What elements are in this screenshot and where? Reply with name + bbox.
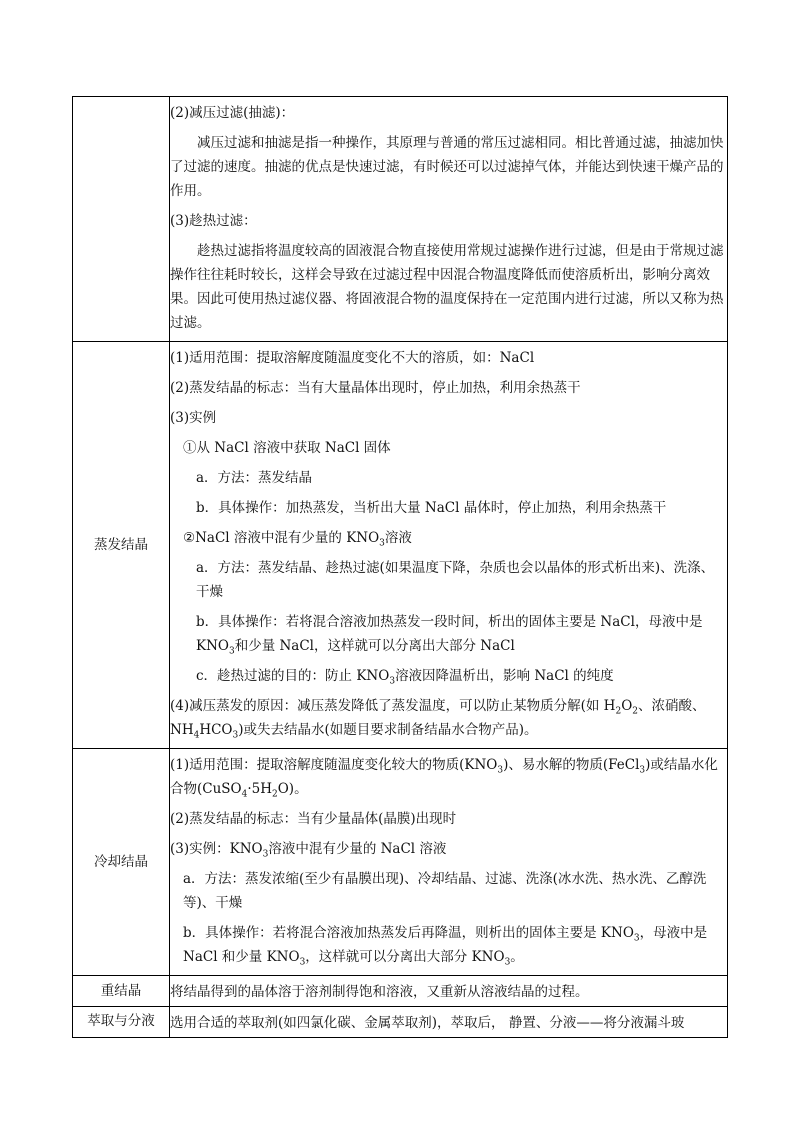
row-label — [73, 97, 170, 342]
row-content — [170, 1007, 728, 1038]
row-content — [170, 749, 728, 976]
row-content — [170, 97, 728, 342]
list-item: b．具体操作：加热蒸发，当析出大量 NaCl 晶体时，停止加热，利用余热蒸干 — [196, 500, 667, 516]
paragraph-vacuum-filtration: 减压过滤和抽滤是指一种操作，其原理与普通的常压过滤相同。相比普通过滤，抽滤加快了过滤的速度。抽滤的优点是快速过滤，有时候还可以过滤掉气体，并能达到快速干燥产品的作用。 — [170, 135, 724, 199]
heading-hot-filtration: (3)趁热过滤： — [170, 213, 257, 229]
list-item: ①从 NaCl 溶液中获取 NaCl 固体 — [183, 440, 391, 456]
list-item: ②NaCl 溶液中混有少量的 $KNO_3$溶液 — [183, 530, 412, 549]
list-item: b．具体操作：若将混合溶液加热蒸发一段时间，析出的固体主要是 NaCl，母液中是 $KNO_3$和少量 NaCl，这样就可以分离出大部分 NaCl — [196, 614, 703, 657]
list-item: a．方法：蒸发浓缩(至少有晶膜出现)、冷却结晶、过滤、洗涤(冰水洗、热水洗、乙醇洗等)、干燥 — [183, 871, 707, 911]
list-item: (3)实例 — [170, 410, 217, 426]
list-item: (3)实例：$KNO_3$溶液中混有少量的 NaCl 溶液 — [170, 841, 447, 860]
list-item: (2)蒸发结晶的标志：当有大量晶体出现时，停止加热，利用余热蒸干 — [170, 380, 581, 396]
table-row — [73, 97, 728, 342]
list-item: 将结晶得到的晶体溶于溶剂制得饱和溶液，又重新从溶液结晶的过程。 — [170, 984, 589, 1000]
table-row — [73, 1007, 728, 1038]
list-item: (1)适用范围：提取溶解度随温度变化较大的物质$(KNO_3)$、易水解的物质(FeCl$_3$)或结晶水化合物$(CuSO_4\cdot 5H_2O)$。 — [170, 757, 718, 800]
table-row — [73, 976, 728, 1007]
list-item: a．方法：蒸发结晶 — [196, 470, 313, 486]
list-item: (1)适用范围：提取溶解度随温度变化不大的溶质，如：NaCl — [170, 350, 535, 366]
list-item: 选用合适的萃取剂(如四氯化碳、金属萃取剂)，萃取后， 静置、分液——将分液漏斗玻 — [170, 1015, 685, 1031]
table-row — [73, 749, 728, 976]
list-item: (2)蒸发结晶的标志：当有少量晶体(晶膜)出现时 — [170, 811, 457, 827]
heading-vacuum-filtration: (2)减压过滤(抽滤)： — [170, 105, 295, 121]
row-label-cooling: 冷却结晶 — [73, 749, 170, 976]
row-label-recrystallization: 重结晶 — [73, 976, 170, 1007]
content-table — [72, 96, 728, 1038]
list-item: a．方法：蒸发结晶、趁热过滤(如果温度下降，杂质也会以晶体的形式析出来)、洗涤、干燥 — [196, 560, 715, 600]
list-item: c．趁热过滤的目的：防止 $KNO_3$溶液因降温析出，影响 NaCl 的纯度 — [196, 668, 614, 687]
row-content — [170, 976, 728, 1007]
list-item: b．具体操作：若将混合溶液加热蒸发后再降温，则析出的固体主要是 $KNO_3$，母液中是 NaCl 和少量 $KNO_3$，这样就可以分离出大部分 $KNO_3$。 — [183, 925, 708, 968]
table-row — [73, 342, 728, 749]
paragraph-hot-filtration: 趁热过滤指将温度较高的固液混合物直接使用常规过滤操作进行过滤，但是由于常规过滤操作往往耗时较长，这样会导致在过滤过程中因混合物温度降低而使溶质析出，影响分离效果。因此可使用热过滤仪器、将固液混合物的温度保持在一定范围内进行过滤，所以又称为热过滤。 — [170, 243, 724, 331]
row-content — [170, 342, 728, 749]
row-label-extraction: 萃取与分液 — [73, 1007, 170, 1038]
row-label-evaporation: 蒸发结晶 — [73, 342, 170, 749]
list-item: (4)减压蒸发的原因：减压蒸发降低了蒸发温度，可以防止某物质分解(如 $H_2O_2$、浓硝酸、$NH_4HCO_3$)或失去结晶水(如题目要求制备结晶水合物产品)。 — [170, 698, 706, 741]
